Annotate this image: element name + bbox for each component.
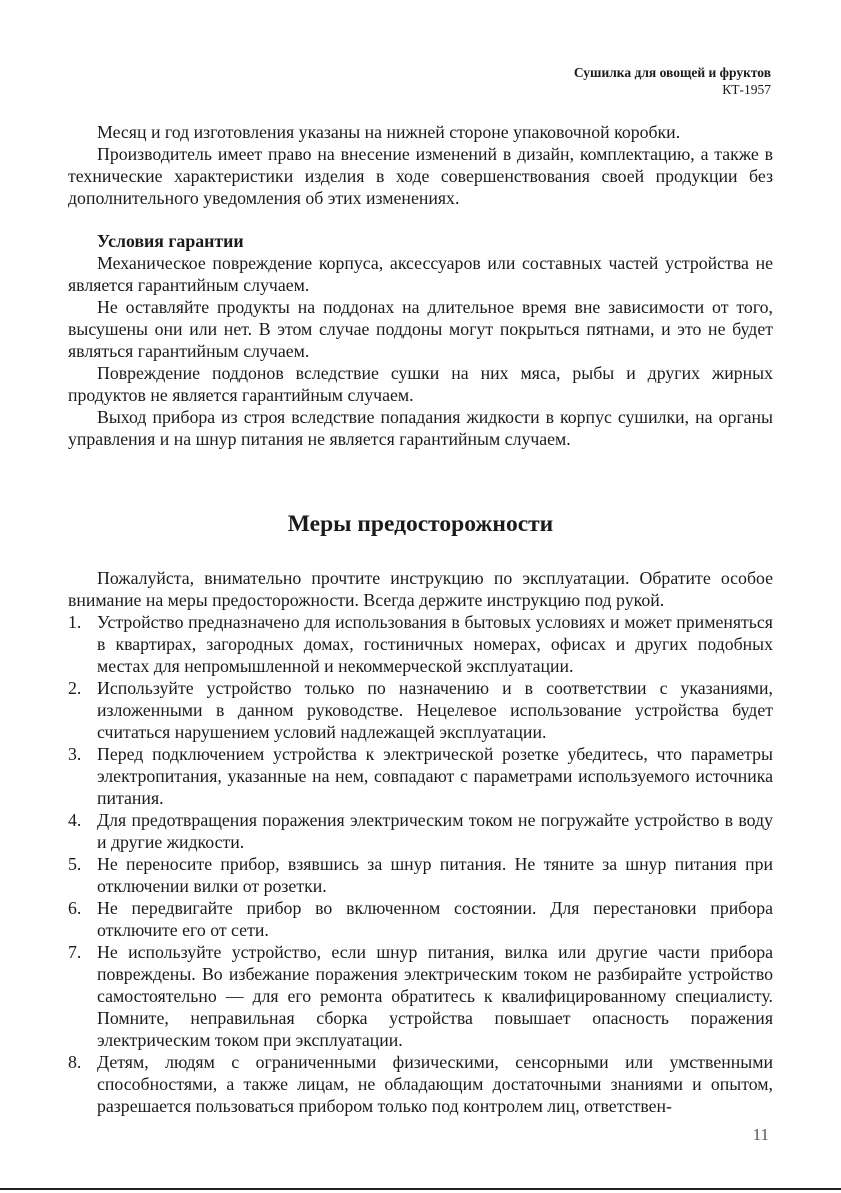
intro-paragraph: Месяц и год изготовления указаны на нижней стороне упаковочной коробки. [97, 122, 681, 142]
list-item-text: Для предотвращения поражения электрическим током не погружайте устройство в воду и другие жидкости. [97, 810, 773, 852]
list-item [68, 941, 773, 1051]
list-item-text: Не используйте устройство, если шнур питания, вилка или другие части прибора повреждены. Во избежание поражения электрическим током не разбирайте устройство самостоятельно — для его ремонта обратитесь к квалифицированному специалисту. Помните, неправильная сборка устройства повышает опасность поражения электрическим током при эксплуатации. [97, 942, 773, 1050]
list-item-number: 7. [68, 942, 82, 962]
warranty-paragraph: Механическое повреждение корпуса, аксессуаров или составных частей устройства не является гарантийным случаем. [68, 253, 773, 295]
precautions-intro: Пожалуйста, внимательно прочтите инструкцию по эксплуатации. Обратите особое внимание на меры предосторожности. Всегда держите инструкцию под рукой. [68, 568, 773, 610]
list-item-text: Детям, людям с ограниченными физическими, сенсорными или умственными способностями, а также лицам, не обладающим достаточными знаниями и опытом, разрешается пользоваться прибором только под контролем лиц, ответствен- [97, 1052, 773, 1116]
list-item-number: 5. [68, 854, 82, 874]
list-item-text: Перед подключением устройства к электрической розетке убедитесь, что параметры электропитания, указанные на нем, совпадают с параметрами используемого источника питания. [97, 744, 773, 808]
list-item-text: Используйте устройство только по назначению и в соответствии с указаниями, изложенными в данном руководстве. Нецелевое использование устройства будет считаться нарушением условий надлежащей эксплуатации. [97, 678, 773, 742]
header-model-number: КТ-1957 [722, 82, 771, 97]
precautions-list [68, 611, 773, 1117]
running-header [574, 64, 771, 98]
list-item [68, 897, 773, 941]
warranty-title: Условия гарантии [97, 231, 244, 251]
warranty-paragraph: Выход прибора из строя вследствие попадания жидкости в корпус сушилки, на органы управления и на шнур питания не является гарантийным случаем. [68, 407, 773, 449]
list-item [68, 1051, 773, 1117]
list-item-number: 8. [68, 1052, 82, 1072]
list-item-number: 1. [68, 612, 82, 632]
list-item [68, 809, 773, 853]
list-item-number: 4. [68, 810, 82, 830]
spacer [68, 209, 773, 230]
list-item-text: Не переносите прибор, взявшись за шнур питания. Не тяните за шнур питания при отключении вилки от розетки. [97, 854, 773, 896]
list-item [68, 677, 773, 743]
list-item-text: Не передвигайте прибор во включенном состоянии. Для перестановки прибора отключите его от сети. [97, 898, 773, 940]
list-item [68, 743, 773, 809]
intro-paragraph: Производитель имеет право на внесение изменений в дизайн, комплектацию, а также в технические характеристики изделия в ходе совершенствования своей продукции без дополнительного уведомления об этих изменениях. [68, 144, 773, 208]
list-item-number: 3. [68, 744, 82, 764]
page-bottom-rule [0, 1188, 841, 1190]
warranty-paragraph: Не оставляйте продукты на поддонах на длительное время вне зависимости от того, высушены они или нет. В этом случае поддоны могут покрыться пятнами, и это не будет являться гарантийным случаем. [68, 297, 773, 361]
precautions-title: Меры предосторожности [287, 511, 554, 537]
list-item [68, 611, 773, 677]
list-item [68, 853, 773, 897]
list-item-number: 2. [68, 678, 82, 698]
warranty-paragraph: Повреждение поддонов вследствие сушки на них мяса, рыбы и других жирных продуктов не является гарантийным случаем. [68, 363, 773, 405]
list-item-number: 6. [68, 898, 82, 918]
header-product-name: Сушилка для овощей и фруктов [573, 65, 771, 80]
page-content [68, 121, 773, 1117]
page-number: 11 [752, 1125, 769, 1144]
list-item-text: Устройство предназначено для использования в бытовых условиях и может применяться в квартирах, загородных домах, гостиничных номерах, офисах и других подобных местах для непромышленной и некоммерческой эксплуатации. [97, 612, 773, 676]
